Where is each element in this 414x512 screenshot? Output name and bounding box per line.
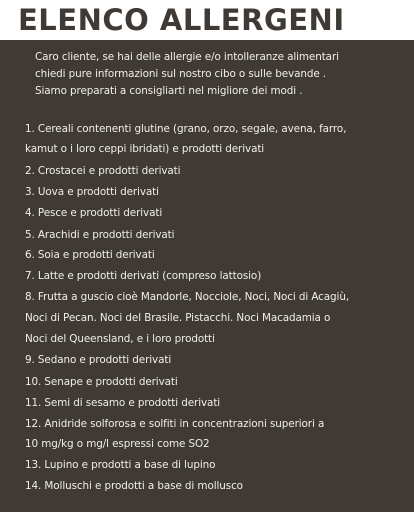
allergen-line: 8. Frutta a guscio cioè Mandorle, Nocciole, Noci, Noci di Acagiù,	[25, 291, 350, 303]
allergen-line: 2. Crostacei e prodotti derivati	[25, 165, 181, 177]
allergen-line: 1. Cereali contenenti glutine (grano, orzo, segale, avena, farro,	[25, 123, 347, 135]
allergen-line: 7. Latte e prodotti derivati (compreso lattosio)	[25, 270, 262, 282]
allergen-line: 9. Sedano e prodotti derivati	[25, 354, 172, 366]
allergen-line: 11. Semi di sesamo e prodotti derivati	[25, 397, 221, 409]
allergen-line: Noci del Queensland, e i loro prodotti	[25, 333, 215, 345]
allergen-line: 12. Anidride solforosa e solfiti in concentrazioni superiori a	[25, 418, 325, 430]
allergen-line: 14. Molluschi e prodotti a base di mollusco	[25, 480, 243, 492]
allergen-line: 13. Lupino e prodotti a base di lupino	[25, 459, 216, 471]
allergen-line: 3. Uova e prodotti derivati	[25, 186, 159, 198]
poster-title: ELENCO ALLERGENI	[0, 0, 414, 40]
allergen-line: kamut o i loro ceppi ibridati) e prodotti derivati	[25, 143, 265, 155]
allergen-line: 10 mg/kg o mg/l espressi come SO2	[25, 438, 210, 450]
allergen-line: Noci di Pecan. Noci del Brasile. Pistacchi. Noci Macadamia o	[25, 312, 331, 324]
allergen-line: 10. Senape e prodotti derivati	[25, 376, 178, 388]
intro-line: chiedi pure informazioni sul nostro cibo o sulle bevande .	[35, 68, 327, 80]
intro-line: Caro cliente, se hai delle allergie e/o intolleranze alimentari	[35, 51, 339, 63]
intro-paragraph	[35, 49, 400, 100]
intro-line: Siamo preparati a consigliarti nel migliore dei modi .	[35, 85, 303, 97]
allergen-line: 5. Arachidi e prodotti derivati	[25, 229, 175, 241]
allergen-line: 4. Pesce e prodotti derivati	[25, 207, 163, 219]
allergen-line: 6. Soia e prodotti derivati	[25, 249, 155, 261]
